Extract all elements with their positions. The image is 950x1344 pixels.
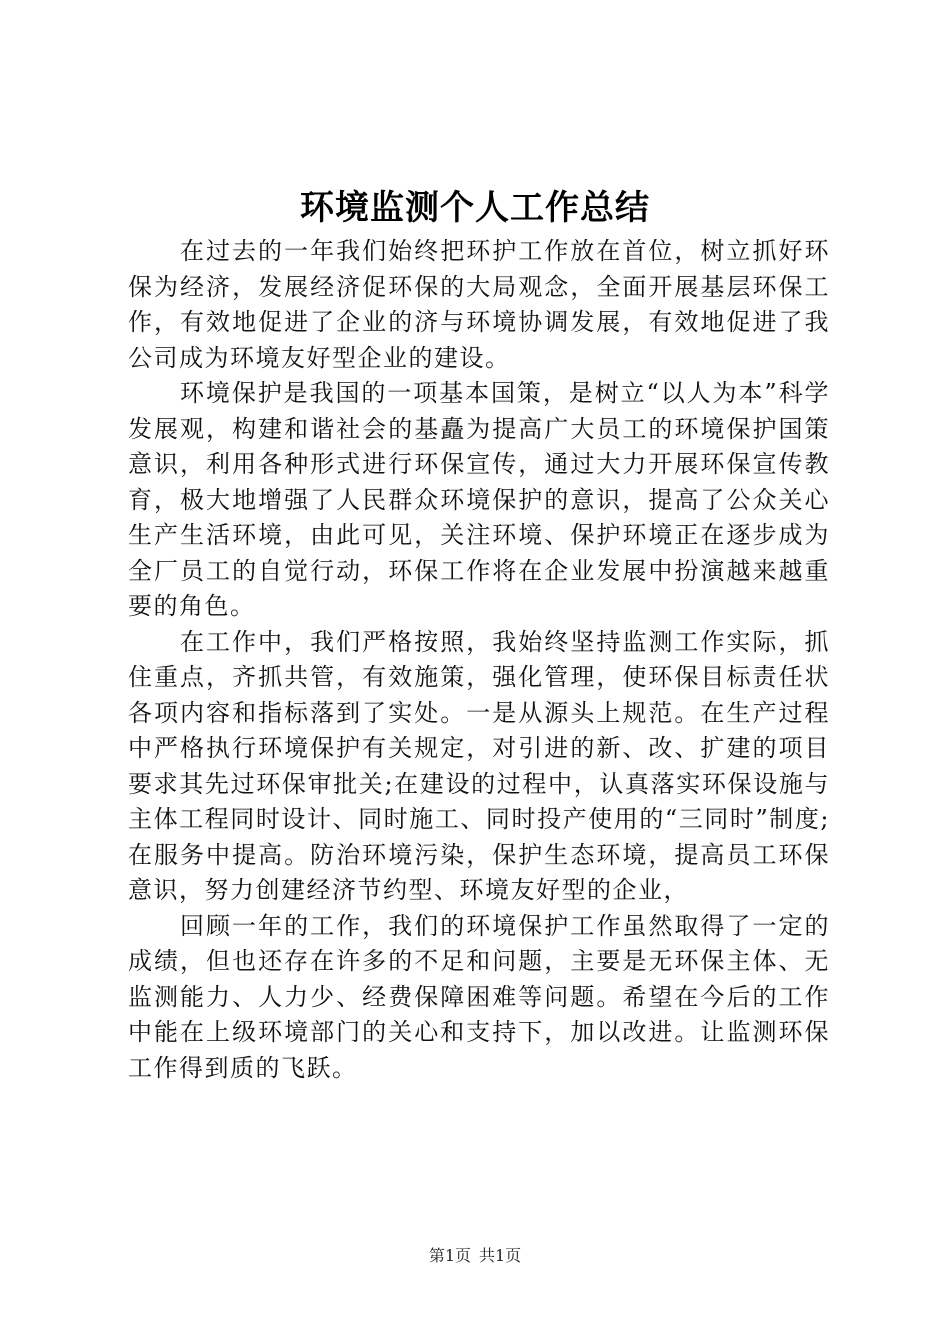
paragraph-1: 在过去的一年我们始终把环护工作放在首位，树立抓好环保为经济，发展经济促环保的大局观念，全面开展基层环保工作，有效地促进了企业的济与环境协调发展，有效地促进了我公司成为环境友好型企业的建设。	[128, 237, 830, 372]
page-number-total: 共1页	[479, 1246, 522, 1265]
paragraph-2: 环境保护是我国的一项基本国策，是树立“以人为本”科学发展观，构建和谐社会的基矗为提高广大员工的环境保护国策意识，利用各种形式进行环保宣传，通过大力开展环保宣传教育，极大地增强了人民群众环境保护的意识，提高了公众关心生产生活环境，由此可见，关注环境、保护环境正在逐步成为全厂员工的自觉行动，环保工作将在企业发展中扮演越来越重要的角色。	[128, 379, 830, 620]
paragraph-3: 在工作中，我们严格按照，我始终坚持监测工作实际，抓住重点，齐抓共管，有效施策，强化管理，使环保目标责任状各项内容和指标落到了实处。一是从源头上规范。在生产过程中严格执行环境保护有关规定，对引进的新、改、扩建的项目要求其先过环保审批关;在建设的过程中，认真落实环保设施与主体工程同时设计、同时施工、同时投产使用的“三同时”制度;在服务中提高。防治环境污染，保护生态环境，提高员工环保意识，努力创建经济节约型、环境友好型的企业，	[128, 627, 830, 904]
document-body	[128, 234, 830, 1086]
document-title: 环境监测个人工作总结	[300, 188, 650, 228]
page-footer	[0, 1244, 950, 1268]
paragraph-4: 回顾一年的工作，我们的环境保护工作虽然取得了一定的成绩，但也还存在许多的不足和问题，主要是无环保主体、无监测能力、人力少、经费保障困难等问题。希望在今后的工作中能在上级环境部门的关心和支持下，加以改进。让监测环保工作得到质的飞跃。	[128, 911, 830, 1082]
page-number-current: 第1页	[428, 1246, 471, 1265]
